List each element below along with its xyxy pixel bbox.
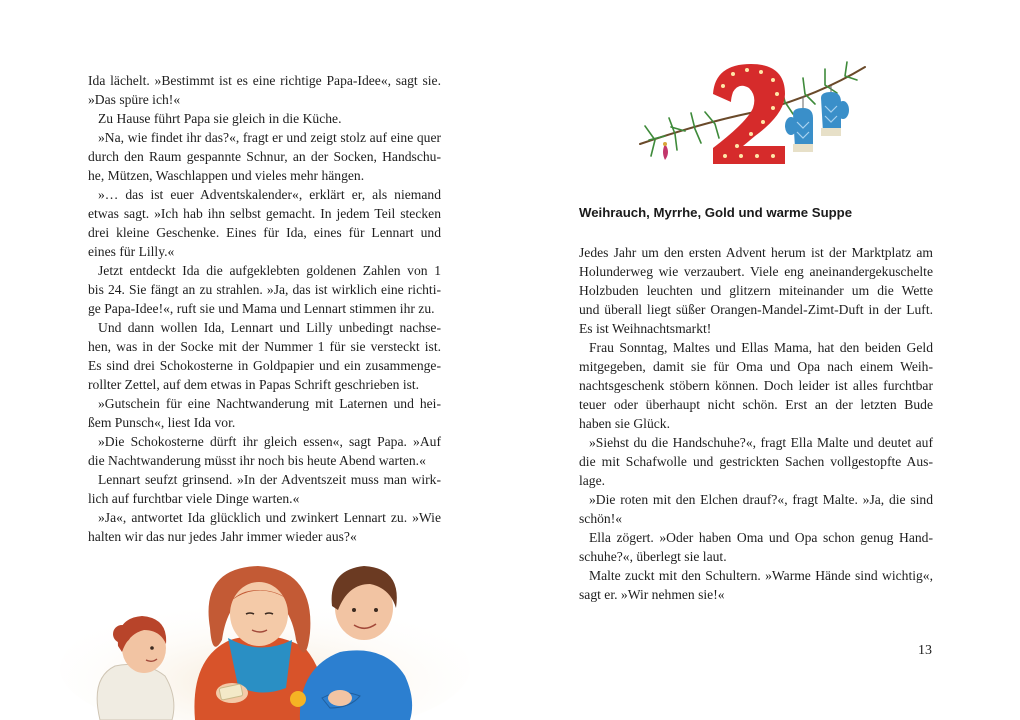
text-line: ge Papa-Idee!«, ruft sie und Mama und Lennart stimmen ihr zu. [88,301,435,316]
text-line: teuer oder überhaupt nicht schön. Erst an der letzten Bude [579,397,933,412]
paragraph [88,432,441,470]
text-line: »Ja«, antwortet Ida glücklich und zwinkert Lennart zu. »Wie [98,510,441,525]
text-line: he, Mützen, Waschlappen und vieles mehr hängen. [88,168,365,183]
text-line: Ella zögert. »Oder haben Oma und Opa schon genug Hand- [589,530,933,545]
paragraph [88,394,441,432]
text-line: Jedes Jahr um den ersten Advent herum ist der Marktplatz am [579,245,933,260]
text-line: etwas sagt. »Ich hab ihn selbst gemacht. In jedem Teil stecken [88,206,441,221]
text-line: Holunderweg wie verzaubert. Viele eng aneinandergekuschelte [579,264,933,279]
paragraph [88,128,441,185]
text-line: »Die Schokosterne dürft ihr gleich essen«, sagt Papa. »Auf [98,434,441,449]
children-illustration [60,548,470,720]
text-line: haben sie Glück. [579,416,670,431]
text-line: mitgegeben, damit sie für Oma und Opa nach einem Weih- [579,359,933,374]
text-line: und überall liegt süßer Orangen-Mandel-Zimt-Duft in der Luft. [579,302,933,317]
number-2-with-fir-branch-and-mittens-icon [635,52,875,174]
paragraph [579,243,933,338]
text-line: rollter Zettel, auf dem etwas in Papas Schrift geschrieben ist. [88,377,420,392]
text-line: »… das ist euer Adventskalender«, erklärt er, als niemand [98,187,441,202]
text-line: »Na, wie findet ihr das?«, fragt er und zeigt stolz auf eine quer [98,130,441,145]
text-line: nachtsgeschenk stöbern können. Doch leider ist alles furchtbar [579,378,933,393]
text-line: Es sind drei Schokosterne in Goldpapier und ein zusammenge- [88,358,441,373]
text-line: Zu Hause führt Papa sie gleich in die Küche. [98,111,342,126]
text-line: ßem Punsch«, liest Ida vor. [88,415,236,430]
text-line: »Siehst du die Handschuhe?«, fragt Ella Malte und deutet auf [589,435,933,450]
paragraph [88,318,441,394]
text-line: halten wir das nur jedes Jahr immer wieder aus?« [88,529,357,544]
text-line: Jetzt entdeckt Ida die aufgeklebten goldenen Zahlen von 1 [98,263,441,278]
paragraph [88,109,441,128]
text-line: durch den Raum gespannte Schnur, an der Socken, Handschu- [88,149,441,164]
left-page-text [88,71,441,546]
text-line: die mit Schafwolle und gestrickten Sachen vollgestopfte Aus- [579,454,933,469]
text-line: drei kleine Geschenke. Eines für Ida, eines für Lennart und [88,225,441,240]
text-line: Lennart seufzt grinsend. »In der Adventszeit muss man wirk- [98,472,441,487]
text-line: Und dann wollen Ida, Lennart und Lilly unbedingt nachse- [98,320,441,335]
chapter-title: Weihrauch, Myrrhe, Gold und warme Suppe [579,205,853,220]
text-line: eines für Lilly.« [88,244,175,259]
text-line: lich auf furchtbar viele Dinge warten.« [88,491,300,506]
text-line: Frau Sonntag, Maltes und Ellas Mama, hat den beiden Geld [589,340,933,355]
paragraph [88,470,441,508]
text-line: Es ist Weihnachtsmarkt! [579,321,712,336]
paragraph [88,508,441,546]
text-line: Malte zuckt mit den Schultern. »Warme Hände sind wichtig«, [589,568,933,583]
paragraph [88,185,441,261]
paragraph [88,261,441,318]
text-line: die Nachtwanderung müsst ihr noch bis heute Abend warten.« [88,453,426,468]
page-number: 13 [918,643,932,658]
mittens [785,86,849,152]
paragraph [579,490,933,528]
text-line: schuhe?«, überlegt sie laut. [579,549,727,564]
text-line: schön!« [579,511,623,526]
right-page-text [579,243,933,604]
text-line: Holzbuden leuchten und glitzern miteinander um die Wette [579,283,933,298]
text-line: »Die roten mit den Elchen drauf?«, fragt Malte. »Ja, die sind [589,492,933,507]
right-page [510,0,1020,720]
paragraph [579,433,933,490]
text-line: lage. [579,473,606,488]
text-line: »Gutschein für eine Nachtwanderung mit Laternen und hei- [98,396,441,411]
text-line: bis 24. Sie fängt an zu strahlen. »Ja, das ist wirklich eine richti- [88,282,441,297]
paragraph [88,71,441,109]
paragraph [579,528,933,566]
paragraph [579,566,933,604]
text-line: hen, was in der Socke mit der Nummer 1 für sie versteckt ist. [88,339,441,354]
text-line: Ida lächelt. »Bestimmt ist es eine richtige Papa-Idee«, sagt sie. [88,73,441,88]
paragraph [579,338,933,433]
text-line: sagt er. »Wir nehmen sie!« [579,587,725,602]
text-line: »Das spüre ich!« [88,92,181,107]
